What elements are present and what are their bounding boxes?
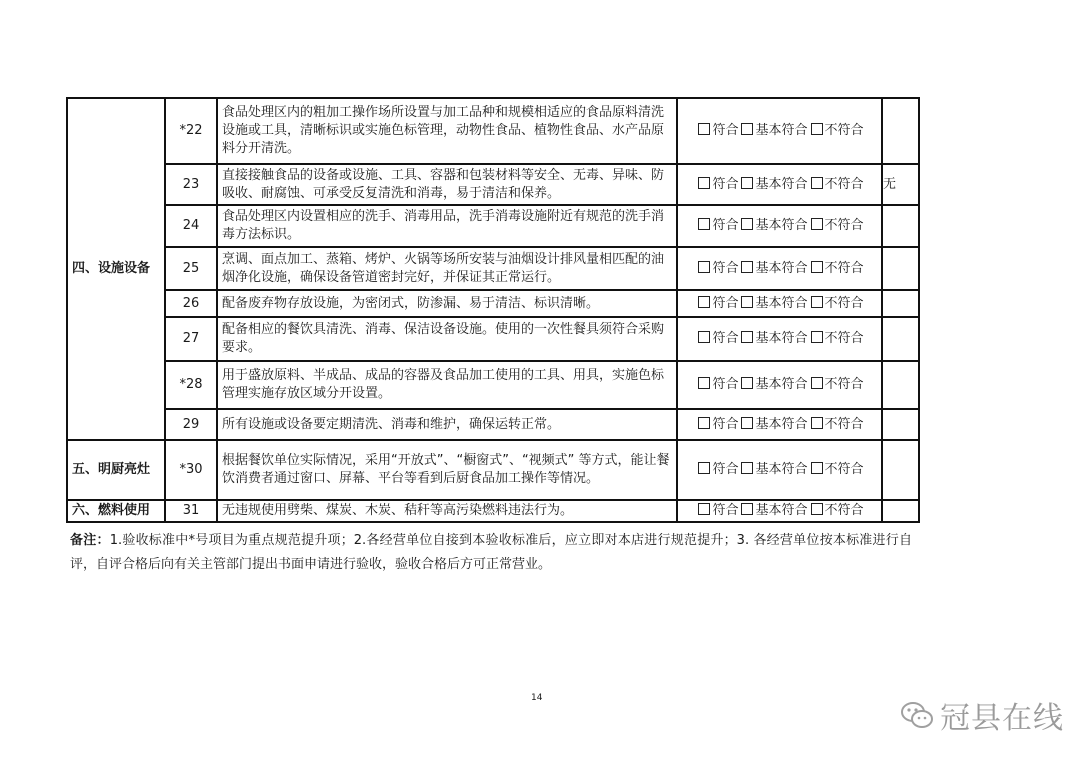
table-row [67,205,919,247]
table-row [67,290,919,317]
remark-cell: 无 [882,164,919,205]
checkbox[interactable] [698,462,710,474]
remark-cell [882,440,919,500]
option-label: 符合 [712,331,739,346]
page-number: 14 [531,693,543,703]
table-row [67,440,919,500]
option-label: 不符合 [824,295,864,311]
checkbox[interactable] [811,331,823,343]
item-number: 23 [165,164,217,205]
checkbox[interactable] [741,296,753,308]
checkbox[interactable] [698,417,710,429]
item-number: 31 [165,500,217,522]
checkbox[interactable] [741,218,753,230]
remarks-label: 备注： [70,533,110,548]
item-description: 配备相应的餐饮具清洗、消毒、保洁设备设施。使用的一次性餐具须符合采购要求。 [217,317,677,361]
compliance-options [677,290,882,317]
item-number: 26 [165,290,217,317]
checkbox[interactable] [811,462,823,474]
checkbox[interactable] [698,177,710,189]
remarks-text: 1.验收标准中*号项目为重点规范提升项；2.各经营单位自接到本验收标准后，应立即对本店进行规范提升；3. 各经营单位按本标准进行自评，自评合格后向有关主管部门提出书面申请进行验收，验收合格后方可正常营业。 [70,533,912,572]
option-label: 符合 [712,377,739,392]
option-label: 基本符合 [755,462,808,477]
checkbox[interactable] [741,331,753,343]
checkbox[interactable] [811,218,823,230]
checkbox[interactable] [811,503,823,515]
option-label: 不符合 [824,218,864,233]
remark-cell [882,500,919,522]
table-row [67,164,919,205]
checkbox[interactable] [698,331,710,343]
compliance-options [677,361,882,409]
checkbox[interactable] [698,377,710,389]
item-number: *22 [165,98,217,164]
inspection-table [66,97,920,523]
checkbox[interactable] [741,377,753,389]
table-row [67,247,919,290]
item-description: 食品处理区内的粗加工操作场所设置与加工品种和规模相适应的食品原料清洗设施或工具，清晰标识或实施色标管理，动物性食品、植物性食品、水产品原料分开清洗。 [217,98,677,164]
option-label: 不符合 [824,416,864,432]
option-label: 基本符合 [755,218,808,233]
compliance-options [677,317,882,361]
category-cell: 六、燃料使用 [67,500,165,522]
remark-cell [882,98,919,164]
option-label: 基本符合 [755,176,808,192]
item-description: 用于盛放原料、半成品、成品的容器及食品加工使用的工具、用具，实施色标管理实施存放区域分开设置。 [217,361,677,409]
watermark [900,695,1064,735]
compliance-options [677,247,882,290]
option-label: 符合 [712,123,739,138]
option-label: 基本符合 [755,416,808,432]
watermark-text: 冠县在线 [940,701,1064,736]
item-description: 烹调、面点加工、蒸箱、烤炉、火锅等场所安装与油烟设计排风量相匹配的油烟净化设施，确保设备管道密封完好，并保证其正常运行。 [217,247,677,290]
option-label: 不符合 [824,176,864,192]
option-label: 基本符合 [755,331,808,346]
compliance-options [677,500,882,522]
remark-cell [882,361,919,409]
compliance-options [677,98,882,164]
checkbox[interactable] [698,503,710,515]
checkbox[interactable] [811,296,823,308]
remark-cell [882,247,919,290]
item-number: *30 [165,440,217,500]
item-description: 配备废弃物存放设施，为密闭式，防渗漏、易于清洁、标识清晰。 [217,290,677,317]
item-description: 根据餐饮单位实际情况，采用“开放式”、“橱窗式”、“视频式” 等方式，能让餐饮消费者通过窗口、屏幕、平台等看到后厨食品加工操作等情况。 [217,440,677,500]
checkbox[interactable] [811,377,823,389]
compliance-options [677,440,882,500]
option-label: 不符合 [824,260,864,276]
option-label: 基本符合 [755,295,808,311]
remark-cell [882,290,919,317]
item-description: 所有设施或设备要定期清洗、消毒和维护，确保运转正常。 [217,409,677,440]
checkbox[interactable] [741,261,753,273]
checkbox[interactable] [698,296,710,308]
remark-cell [882,205,919,247]
checkbox[interactable] [698,261,710,273]
checkbox[interactable] [811,177,823,189]
option-label: 符合 [712,462,739,477]
remark-cell [882,317,919,361]
option-label: 基本符合 [755,503,808,518]
category-cell: 五、明厨亮灶 [67,440,165,500]
checkbox[interactable] [741,417,753,429]
item-number: 27 [165,317,217,361]
option-label: 符合 [712,218,739,233]
option-label: 符合 [712,260,739,276]
option-label: 基本符合 [755,260,808,276]
checkbox[interactable] [741,503,753,515]
option-label: 不符合 [824,462,864,477]
option-label: 不符合 [824,503,864,518]
option-label: 不符合 [824,331,864,346]
option-label: 符合 [712,416,739,432]
remarks [70,529,912,577]
checkbox[interactable] [811,261,823,273]
checkbox[interactable] [811,123,823,135]
checkbox[interactable] [741,123,753,135]
item-number: *28 [165,361,217,409]
compliance-options [677,164,882,205]
item-description: 食品处理区内设置相应的洗手、消毒用品，洗手消毒设施附近有规范的洗手消毒方法标识。 [217,205,677,247]
item-description: 无违规使用劈柴、煤炭、木炭、秸秆等高污染燃料违法行为。 [217,500,677,522]
compliance-options [677,409,882,440]
checkbox[interactable] [698,123,710,135]
option-label: 基本符合 [755,377,808,392]
item-number: 29 [165,409,217,440]
item-description: 直接接触食品的设备或设施、工具、容器和包装材料等安全、无毒、异味、防吸收、耐腐蚀、可承受反复清洗和消毒，易于清洁和保养。 [217,164,677,205]
item-number: 25 [165,247,217,290]
table-row [67,361,919,409]
checkbox[interactable] [811,417,823,429]
option-label: 不符合 [824,377,864,392]
option-label: 符合 [712,176,739,192]
compliance-options [677,205,882,247]
category-cell: 四、设施设备 [67,98,165,440]
checkbox[interactable] [741,177,753,189]
table-row [67,98,919,164]
option-label: 基本符合 [755,123,808,138]
remark-cell [882,409,919,440]
checkbox[interactable] [698,218,710,230]
option-label: 符合 [712,295,739,311]
checkbox[interactable] [741,462,753,474]
table-row [67,317,919,361]
option-label: 不符合 [824,123,864,138]
item-number: 24 [165,205,217,247]
option-label: 符合 [712,503,739,518]
table-row [67,409,919,440]
table-row [67,500,919,522]
wechat-icon [900,701,934,729]
